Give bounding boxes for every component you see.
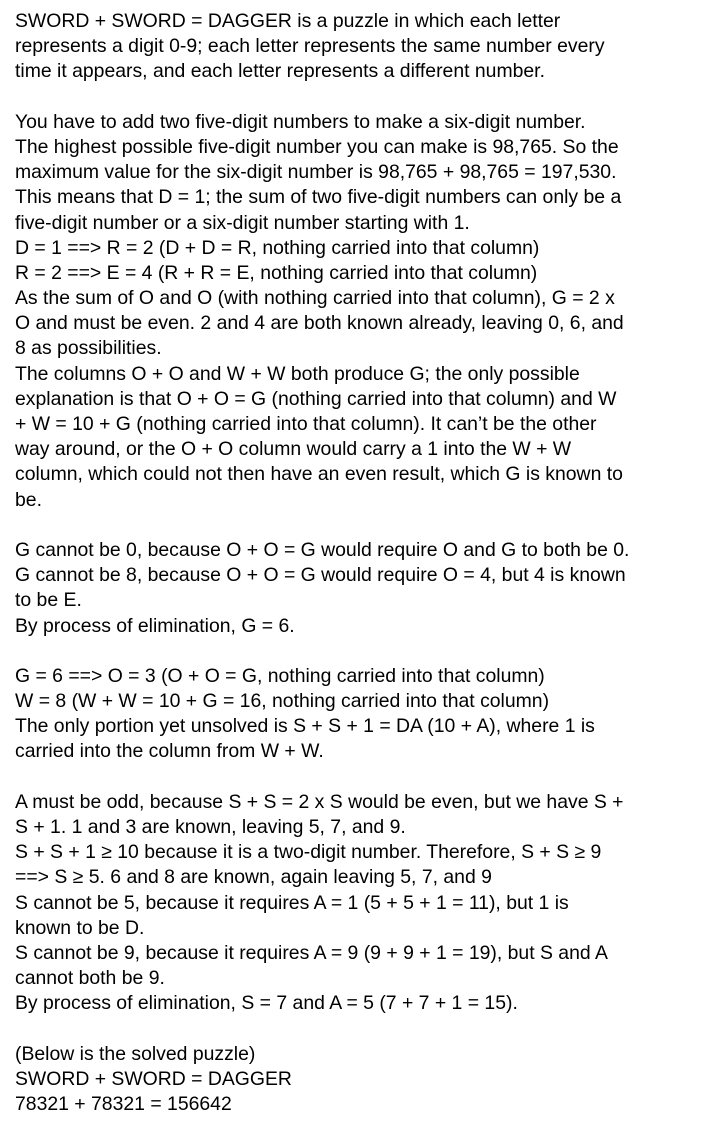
text-line: D = 1 ==> R = 2 (D + D = R, nothing carried into that column) bbox=[15, 236, 540, 259]
text-line: W = 8 (W + W = 10 + G = 16, nothing carried into that column) bbox=[15, 690, 550, 713]
text-line: G cannot be 8, because O + O = G would require O = 4, but 4 is known bbox=[15, 564, 626, 587]
text-line: O and must be even. 2 and 4 are both known already, leaving 0, 6, and bbox=[15, 312, 624, 335]
blank-line bbox=[15, 85, 715, 110]
text-line: SWORD + SWORD = DAGGER is a puzzle in which each letter bbox=[15, 10, 561, 32]
text-line: G = 6 ==> O = 3 (O + O = G, nothing carried into that column) bbox=[15, 664, 545, 687]
text-line: known to be D. bbox=[15, 916, 145, 939]
text-line: By process of elimination, G = 6. bbox=[15, 614, 295, 637]
text-line: S cannot be 9, because it requires A = 9 (9 + 9 + 1 = 19), but S and A bbox=[15, 941, 608, 964]
text-line: time it appears, and each letter represents a different number. bbox=[15, 60, 545, 83]
text-line: SWORD + SWORD = DAGGER bbox=[15, 1067, 292, 1090]
text-line: As the sum of O and O (with nothing carried into that column), G = 2 x bbox=[15, 287, 615, 310]
text-line: G cannot be 0, because O + O = G would require O and G to both be 0. bbox=[15, 538, 630, 561]
text-line: carried into the column from W + W. bbox=[15, 740, 324, 763]
text-line: explanation is that O + O = G (nothing carried into that column) and W bbox=[15, 387, 617, 410]
blank-line bbox=[15, 639, 715, 664]
text-line: be. bbox=[15, 488, 42, 511]
text-line: S + S + 1 ≥ 10 because it is a two-digit number. Therefore, S + S ≥ 9 bbox=[15, 841, 602, 864]
text-line: + W = 10 + G (nothing carried into that column). It can’t be the other bbox=[15, 413, 597, 435]
text-line: maximum value for the six-digit number is 98,765 + 98,765 = 197,530. bbox=[15, 161, 617, 184]
text-line: to be E. bbox=[15, 589, 82, 612]
text-line: ==> S ≥ 5. 6 and 8 are known, again leaving 5, 7, and 9 bbox=[15, 866, 492, 889]
text-line: By process of elimination, S = 7 and A = 5 (7 + 7 + 1 = 15). bbox=[15, 992, 518, 1015]
text-line: R = 2 ==> E = 4 (R + R = E, nothing carried into that column) bbox=[15, 261, 538, 284]
text-line: You have to add two five-digit numbers to make a six-digit number. bbox=[15, 110, 586, 133]
text-line: five-digit number or a six-digit number starting with 1. bbox=[15, 211, 470, 234]
text-line: 8 as possibilities. bbox=[15, 337, 162, 360]
text-line: The only portion yet unsolved is S + S + 1 = DA (10 + A), where 1 is bbox=[15, 715, 595, 738]
text-line: cannot both be 9. bbox=[15, 967, 165, 990]
text-line: The highest possible five-digit number you can make is 98,765. So the bbox=[15, 135, 619, 158]
text-line: S cannot be 5, because it requires A = 1 (5 + 5 + 1 = 11), but 1 is bbox=[15, 891, 569, 914]
blank-line bbox=[15, 1017, 715, 1042]
text-line: way around, or the O + O column would carry a 1 into the W + W bbox=[15, 438, 572, 461]
text-line: This means that D = 1; the sum of two five-digit numbers can only be a bbox=[15, 186, 622, 209]
blank-line bbox=[15, 513, 715, 538]
text-line: represents a digit 0-9; each letter represents the same number every bbox=[15, 35, 605, 58]
text-line: A must be odd, because S + S = 2 x S would be even, but we have S + bbox=[15, 790, 624, 813]
text-line: S + 1. 1 and 3 are known, leaving 5, 7, and 9. bbox=[15, 816, 406, 838]
puzzle-solution-text bbox=[15, 9, 715, 1117]
blank-line bbox=[15, 765, 715, 790]
text-line: The columns O + O and W + W both produce G; the only possible bbox=[15, 362, 580, 385]
text-line: column, which could not then have an even result, which G is known to bbox=[15, 463, 623, 486]
text-line: 78321 + 78321 = 156642 bbox=[15, 1093, 232, 1116]
text-line: (Below is the solved puzzle) bbox=[15, 1042, 256, 1065]
